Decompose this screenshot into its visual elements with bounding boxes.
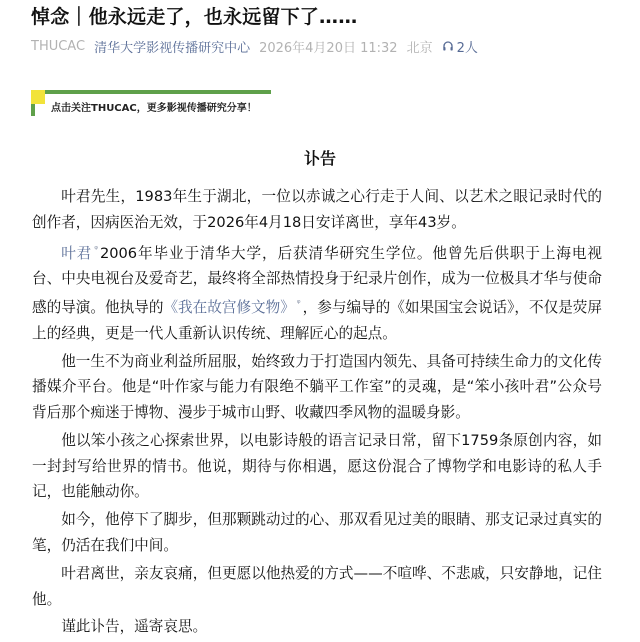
paragraph-1: 叶君先生，1983年生于湖北，一位以赤诚之心行走于人间、以艺术之眼记录时代的创作者，因病医治无效，于2026年4月18日安详离世，享年43岁。 <box>32 188 602 231</box>
paragraph-3: 他一生不为商业利益所屈服，始终致力于打造国内领先、具备可持续生命力的文化传播媒介平台。他是“叶作家与能力有限绝不躺平工作室”的灵魂，是“笨小孩叶君”公众号背后那个痴迷于博物、漫步于城市山野、收藏四季风物的温暖身影。 <box>32 352 602 422</box>
banner-green-line <box>45 90 271 94</box>
article-meta <box>31 36 496 56</box>
meta-source: THUCAC <box>31 38 86 54</box>
meta-account-link[interactable]: 清华大学影视传播研究中心 <box>94 40 251 56</box>
paragraph-4: 他以笨小孩之心探索世界，以电影诗般的语言记录日常，留下1759条原创内容，如一封封写给世界的情书。他说，期待与你相遇，愿这份混合了博物学和电影诗的私人手记，也能触动你。 <box>32 431 602 501</box>
paragraph-7: 谨此讣告，遥寄哀思。 <box>61 618 208 636</box>
article-body <box>32 184 602 642</box>
banner-green-bar <box>31 104 35 116</box>
listen-button[interactable] <box>442 37 487 56</box>
article-title: 悼念｜他永远走了，也永远留下了…… <box>31 6 358 28</box>
paragraph-2-text-b: ，参与编导的《如果国宝会说话》，不仅是荧屏上的经典，更是一代人重新认识传统、理解匠心的起点。 <box>32 298 602 342</box>
follow-banner[interactable] <box>31 90 271 116</box>
paragraph-2 <box>32 238 602 347</box>
banner-yellow-square <box>31 90 45 104</box>
listener-count: 2人 <box>456 40 478 56</box>
search-link-documentary[interactable]: 《我在故宫修文物》 <box>163 298 295 316</box>
meta-datetime: 2026年4月20日 11:32 <box>259 40 398 56</box>
search-link-yejun[interactable]: 叶君 <box>61 244 93 262</box>
banner-text: 点击关注THUCAC，更多影视传播研究分享！ <box>51 103 257 114</box>
paragraph-2-text-a: 2006年毕业于清华大学，后获清华研究生学位。他曾先后供职于上海电视台、中央电视台及爱奇艺，最终将全部热情投身于纪录片创作，成为一位极具才华与使命感的导演。他执导的 <box>32 244 602 316</box>
headphones-icon <box>442 40 454 52</box>
paragraph-5: 如今，他停下了脚步，但那颗跳动过的心、那双看见过美的眼睛、那支记录过真实的笔，仍活在我们中间。 <box>32 511 602 555</box>
search-icon[interactable]: ᵠ <box>94 244 98 255</box>
section-heading: 讣告 <box>303 149 336 168</box>
meta-location: 北京 <box>406 40 433 56</box>
search-icon[interactable]: ᵠ <box>296 299 301 310</box>
paragraph-6: 叶君离世，亲友哀痛，但更愿以他热爱的方式——不喧哗、不悲戚，只安静地，记住他。 <box>32 564 602 608</box>
